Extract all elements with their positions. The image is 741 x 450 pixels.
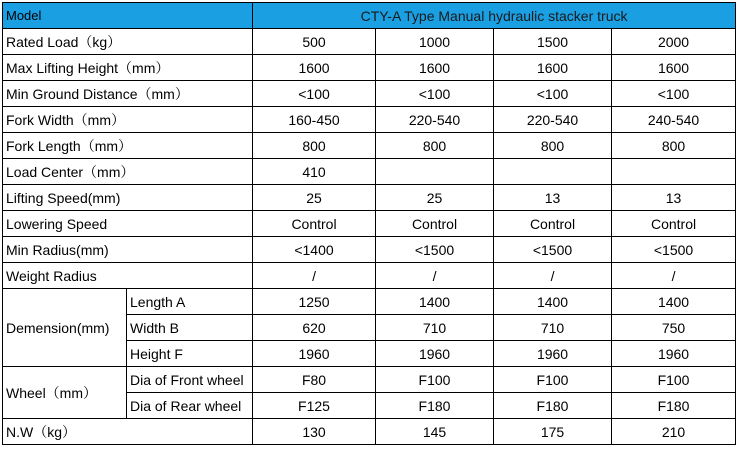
cell: Control [253, 211, 376, 237]
cell: 1960 [612, 341, 736, 367]
cell: F100 [612, 367, 736, 393]
row-label: Lowering Speed [3, 211, 253, 237]
table-row [3, 81, 736, 107]
cell: F100 [494, 367, 612, 393]
cell: F100 [376, 367, 494, 393]
table-row [3, 419, 736, 445]
cell: 160-450 [253, 107, 376, 133]
wheel-group-label: Wheel（mm） [3, 367, 127, 419]
cell: 13 [612, 185, 736, 211]
cell [376, 159, 494, 185]
cell: 1400 [612, 289, 736, 315]
cell: Control [612, 211, 736, 237]
table-row [3, 289, 736, 315]
cell: / [253, 263, 376, 289]
cell: <100 [253, 81, 376, 107]
cell: <100 [376, 81, 494, 107]
cell: 1960 [494, 341, 612, 367]
row-label: Load Center（mm） [3, 159, 253, 185]
spec-table [2, 2, 736, 445]
cell: <100 [612, 81, 736, 107]
cell: 1600 [494, 55, 612, 81]
cell: 500 [253, 29, 376, 55]
cell: Control [494, 211, 612, 237]
cell: 25 [253, 185, 376, 211]
cell: <1500 [494, 237, 612, 263]
row-sublabel: Dia of Rear wheel [127, 393, 253, 419]
row-label: N.W（kg） [3, 419, 253, 445]
cell: 1600 [376, 55, 494, 81]
cell: F125 [253, 393, 376, 419]
table-row [3, 237, 736, 263]
cell: 800 [612, 133, 736, 159]
table-row [3, 159, 736, 185]
row-label: Min Ground Distance（mm） [3, 81, 253, 107]
cell: 175 [494, 419, 612, 445]
cell: 1250 [253, 289, 376, 315]
row-label: Fork Width（mm） [3, 107, 253, 133]
cell: 220-540 [494, 107, 612, 133]
cell: Control [376, 211, 494, 237]
cell: 710 [494, 315, 612, 341]
cell: 130 [253, 419, 376, 445]
cell [494, 159, 612, 185]
cell: F180 [376, 393, 494, 419]
cell: 145 [376, 419, 494, 445]
row-label: Weight Radius [3, 263, 253, 289]
cell: <1500 [612, 237, 736, 263]
cell: 2000 [612, 29, 736, 55]
cell: 13 [494, 185, 612, 211]
cell: 220-540 [376, 107, 494, 133]
row-label: Min Radius(mm) [3, 237, 253, 263]
row-label: Max Lifting Height（mm） [3, 55, 253, 81]
cell: 1600 [253, 55, 376, 81]
row-label: Rated Load（kg） [3, 29, 253, 55]
table-row [3, 55, 736, 81]
header-row [3, 3, 736, 29]
cell: / [376, 263, 494, 289]
row-label: Lifting Speed(mm) [3, 185, 253, 211]
cell: F80 [253, 367, 376, 393]
cell: 620 [253, 315, 376, 341]
table-row [3, 107, 736, 133]
cell: <1500 [376, 237, 494, 263]
cell: / [612, 263, 736, 289]
cell: 25 [376, 185, 494, 211]
row-sublabel: Width B [127, 315, 253, 341]
row-sublabel: Length A [127, 289, 253, 315]
row-sublabel: Height F [127, 341, 253, 367]
table-row [3, 263, 736, 289]
table-row [3, 29, 736, 55]
cell: 410 [253, 159, 376, 185]
cell [612, 159, 736, 185]
cell: 1960 [253, 341, 376, 367]
cell: 1400 [376, 289, 494, 315]
cell: 240-540 [612, 107, 736, 133]
cell: 1600 [612, 55, 736, 81]
cell: 710 [376, 315, 494, 341]
cell: 210 [612, 419, 736, 445]
cell: F180 [494, 393, 612, 419]
table-row [3, 211, 736, 237]
cell: 750 [612, 315, 736, 341]
dimension-group-label: Demension(mm) [3, 289, 127, 367]
row-sublabel: Dia of Front wheel [127, 367, 253, 393]
cell: <100 [494, 81, 612, 107]
row-label: Fork Length（mm） [3, 133, 253, 159]
cell: 1960 [376, 341, 494, 367]
table-title: CTY-A Type Manual hydraulic stacker truck [253, 3, 736, 29]
cell: F180 [612, 393, 736, 419]
cell: / [494, 263, 612, 289]
table-row [3, 133, 736, 159]
cell: 800 [376, 133, 494, 159]
cell: 800 [494, 133, 612, 159]
model-label: Model [3, 3, 253, 29]
cell: 1000 [376, 29, 494, 55]
cell: 800 [253, 133, 376, 159]
cell: <1400 [253, 237, 376, 263]
cell: 1500 [494, 29, 612, 55]
table-row [3, 185, 736, 211]
table-row [3, 367, 736, 393]
cell: 1400 [494, 289, 612, 315]
